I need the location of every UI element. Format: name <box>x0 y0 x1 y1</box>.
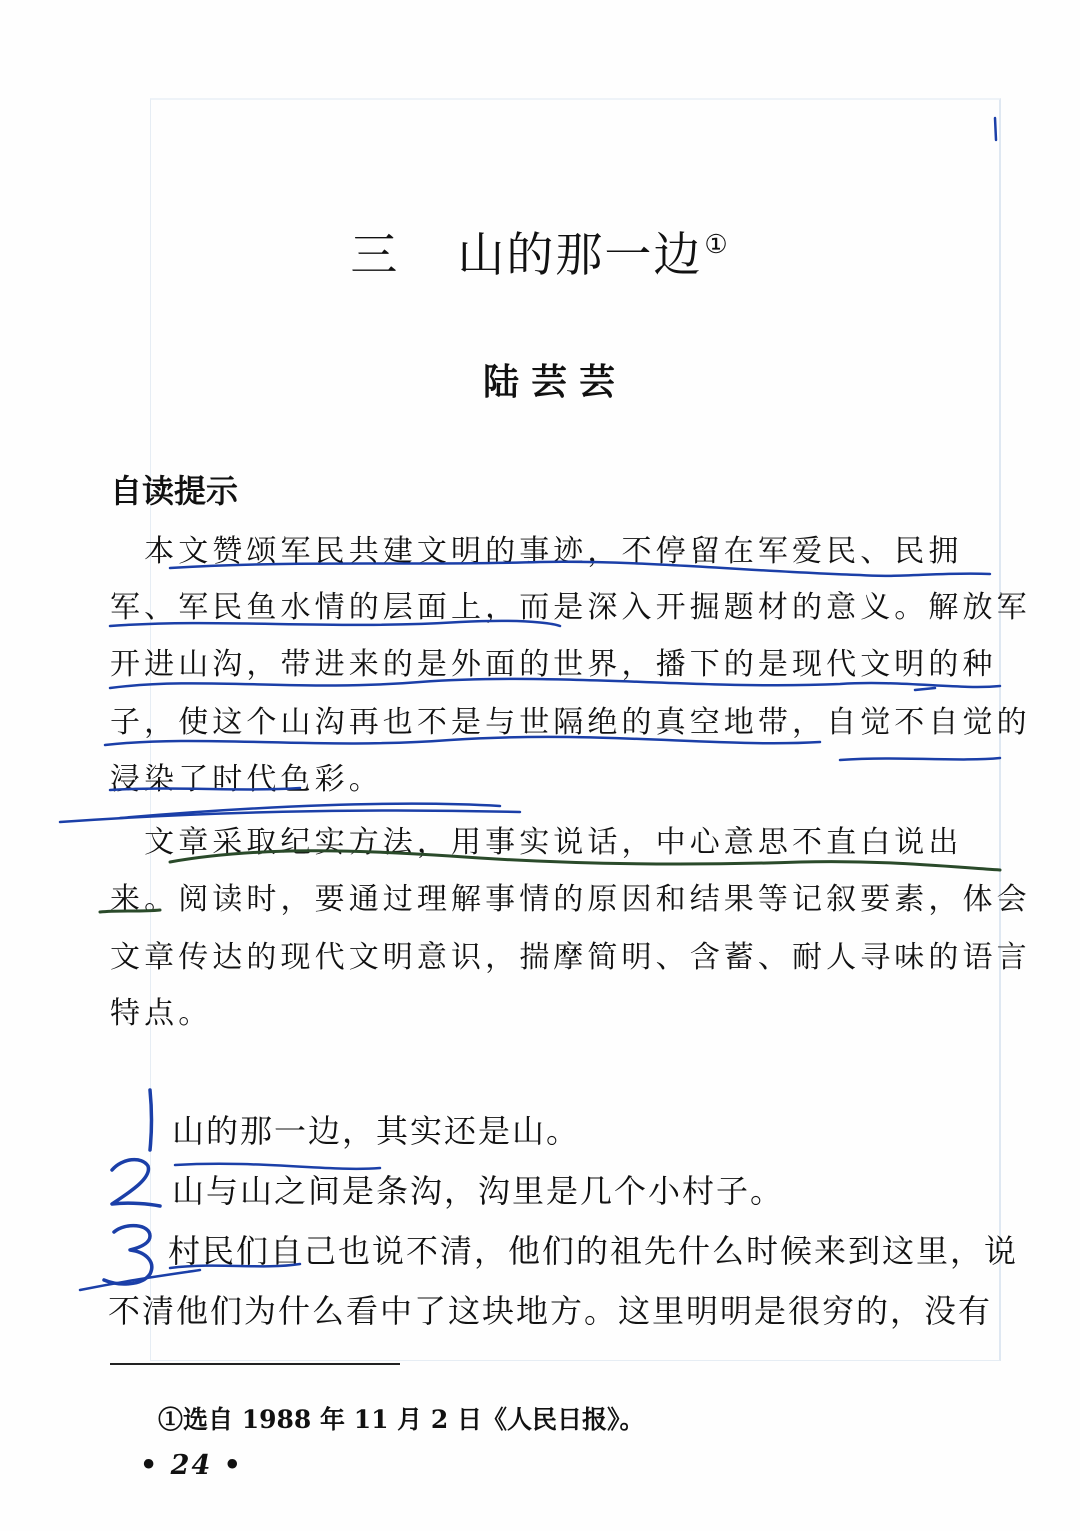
body-paragraph-line: 山的那一边，其实还是山。 <box>172 1112 581 1150</box>
handwritten-numeral-3 <box>104 1226 152 1284</box>
reading-tips-line: 文章传达的现代文明意识，揣摩简明、含蓄、耐人寻味的语言 <box>110 940 1031 975</box>
reading-tips-line: 子，使这个山沟再也不是与世隔绝的真空地带，自觉不自觉的 <box>110 705 1031 740</box>
footnote-text: ①选自 1988 年 11 月 2 日《人民日报》。 <box>158 1405 645 1434</box>
lesson-number: 三 <box>350 228 400 283</box>
reading-tips-line: 本文赞颂军民共建文明的事迹，不停留在军爱民、民拥 <box>110 534 963 569</box>
reading-tips-line: 特点。 <box>110 996 213 1031</box>
body-paragraph-line: 山与山之间是条沟，沟里是几个小村子。 <box>172 1172 785 1210</box>
reading-tips-line: 浸染了时代色彩。 <box>110 762 383 797</box>
reading-tips-line: 文章采取纪实方法，用事实说话，中心意思不直白说出 <box>110 825 963 860</box>
body-paragraph-line: 不清他们为什么看中了这块地方。这里明明是很穷的，没有 <box>108 1292 993 1330</box>
reading-tips-heading: 自读提示 <box>110 472 239 510</box>
author-name: 陆芸芸 <box>482 361 627 403</box>
lesson-title-text: 山的那一边 <box>457 228 703 283</box>
reading-tips-line: 来。阅读时，要通过理解事情的原因和结果等记叙要素，体会 <box>110 882 1031 917</box>
body-paragraph-line: 村民们自己也说不清，他们的祖先什么时候来到这里，说 <box>168 1232 1019 1270</box>
title-footnote-mark: ① <box>704 230 730 260</box>
footnote-divider <box>110 1363 400 1365</box>
reading-tips-line: 开进山沟，带进来的是外面的世界，播下的是现代文明的种 <box>110 647 997 682</box>
lesson-title <box>0 218 1080 285</box>
reading-tips-line: 军、军民鱼水情的层面上，而是深入开掘题材的意义。解放军 <box>110 590 1031 625</box>
page-number: • 24 • <box>140 1450 243 1481</box>
